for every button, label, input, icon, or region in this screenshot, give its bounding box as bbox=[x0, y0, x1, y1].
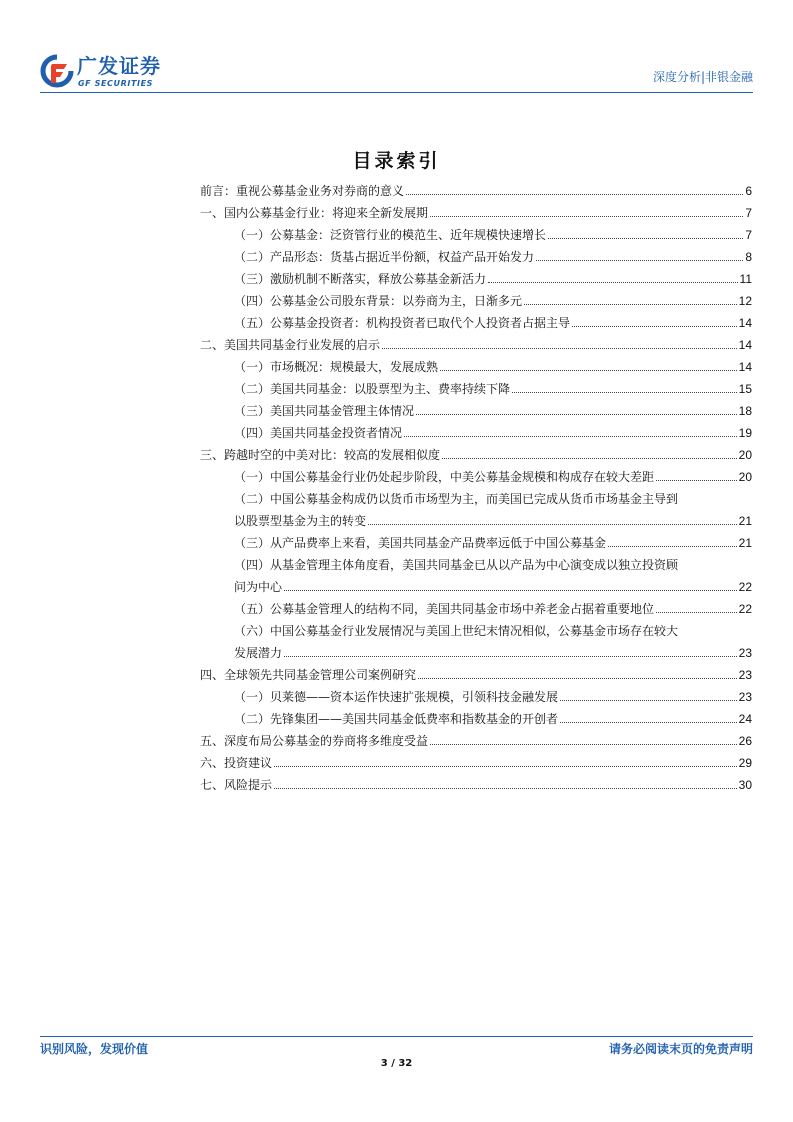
toc-entry-text-continued: 以股票型基金为主的转变 bbox=[234, 514, 367, 528]
toc-dot-leader bbox=[656, 612, 737, 613]
toc-page-number: 6 bbox=[745, 184, 752, 198]
toc-entry[interactable] bbox=[200, 708, 752, 730]
toc-entry[interactable] bbox=[200, 774, 752, 796]
toc-entry[interactable] bbox=[200, 290, 752, 312]
toc-entry[interactable] bbox=[200, 686, 752, 708]
logo-english-name: GF SECURITIES bbox=[78, 79, 154, 88]
toc-entry-text: 三、跨越时空的中美对比：较高的发展相似度 bbox=[200, 448, 441, 462]
toc-entry-text: （一）公募基金：泛资管行业的模范生、近年规模快速增长 bbox=[234, 228, 547, 242]
toc-entry-text: （六）中国公募基金行业发展情况与美国上世纪末情况相似，公募基金市场存在较大 bbox=[234, 624, 679, 638]
toc-entry-text: （一）市场概况：规模最大，发展成熟 bbox=[234, 360, 439, 374]
toc-page-number: 23 bbox=[738, 646, 752, 660]
toc-entry-text: （三）从产品费率上来看，美国共同基金产品费率远低于中国公募基金 bbox=[234, 536, 607, 550]
toc-dot-leader bbox=[284, 656, 737, 657]
page-number: 3 / 32 bbox=[380, 1058, 413, 1069]
toc-entry-text: 六、投资建议 bbox=[200, 756, 273, 770]
toc-dot-leader bbox=[548, 238, 743, 239]
toc-entry[interactable] bbox=[200, 422, 752, 444]
toc-dot-leader bbox=[274, 788, 737, 789]
toc-page-number: 21 bbox=[738, 536, 752, 550]
footer-slogan: 识别风险，发现价值 bbox=[40, 1042, 149, 1056]
toc-dot-leader bbox=[284, 590, 737, 591]
toc-dot-leader bbox=[430, 216, 743, 217]
toc-page-number: 14 bbox=[738, 360, 752, 374]
toc-entry[interactable] bbox=[200, 444, 752, 466]
toc-entry-text: 一、国内公募基金行业：将迎来全新发展期 bbox=[200, 206, 429, 220]
toc-entry[interactable] bbox=[200, 356, 752, 378]
toc-entry-text: （三）激励机制不断落实，释放公募基金新活力 bbox=[234, 272, 487, 286]
footer-disclaimer: 请务必阅读末页的免责声明 bbox=[608, 1042, 753, 1056]
toc-dot-leader bbox=[274, 766, 737, 767]
toc-page-number: 18 bbox=[738, 404, 752, 418]
toc-page-number: 7 bbox=[745, 228, 752, 242]
toc-page-number: 19 bbox=[738, 426, 752, 440]
toc-entry-text: （一）中国公募基金行业仍处起步阶段，中美公募基金规模和构成存在较大差距 bbox=[234, 470, 655, 484]
toc-entry[interactable] bbox=[200, 532, 752, 554]
toc-page-number: 12 bbox=[738, 294, 752, 308]
toc-entry[interactable] bbox=[200, 620, 752, 664]
toc-entry[interactable] bbox=[200, 664, 752, 686]
toc-entry[interactable] bbox=[200, 400, 752, 422]
toc-entry-text: （二）中国公募基金构成仍以货币市场型为主，而美国已完成从货币市场基金主导到 bbox=[234, 492, 679, 506]
toc-page-number: 22 bbox=[738, 602, 752, 616]
toc-dot-leader bbox=[430, 744, 737, 745]
toc-page-number: 11 bbox=[739, 272, 752, 286]
toc-entry-text: 前言：重视公募基金业务对券商的意义 bbox=[200, 184, 405, 198]
header-divider bbox=[40, 92, 753, 93]
toc-dot-leader bbox=[524, 304, 737, 305]
toc-entry-text: （五）公募基金管理人的结构不同，美国共同基金市场中养老金占据着重要地位 bbox=[234, 602, 655, 616]
toc-entry-text: （二）先锋集团——美国共同基金低费率和指数基金的开创者 bbox=[234, 712, 559, 726]
toc-entry-text: 二、美国共同基金行业发展的启示 bbox=[200, 338, 381, 352]
toc-page-number: 14 bbox=[738, 316, 752, 330]
toc-entry-text: （四）从基金管理主体角度看，美国共同基金已从以产品为中心演变成以独立投资顾 bbox=[234, 558, 679, 572]
toc-entry[interactable] bbox=[200, 202, 752, 224]
toc-page-number: 20 bbox=[738, 448, 752, 462]
toc-page-number: 21 bbox=[738, 514, 752, 528]
toc-entry-text: （二）产品形态：货基占据近半份额，权益产品开始发力 bbox=[234, 250, 535, 264]
toc-page-number: 14 bbox=[738, 338, 752, 352]
toc-entry[interactable] bbox=[200, 378, 752, 400]
report-category: 深度分析|非银金融 bbox=[652, 70, 753, 84]
toc-page-number: 26 bbox=[738, 734, 752, 748]
toc-entry-text: 五、深度布局公募基金的券商将多维度受益 bbox=[200, 734, 429, 748]
toc-entry-text: （一）贝莱德——资本运作快速扩张规模，引领科技金融发展 bbox=[234, 690, 559, 704]
toc-page-number: 23 bbox=[738, 690, 752, 704]
toc-dot-leader bbox=[560, 722, 737, 723]
toc-entry-text: 七、风险提示 bbox=[200, 778, 273, 792]
toc-entry[interactable] bbox=[200, 334, 752, 356]
toc-dot-leader bbox=[512, 392, 737, 393]
toc-entry[interactable] bbox=[200, 224, 752, 246]
toc-entry-text-continued: 问为中心 bbox=[234, 580, 283, 594]
toc-entry[interactable] bbox=[200, 488, 752, 532]
toc-dot-leader bbox=[572, 326, 737, 327]
toc-page-number: 8 bbox=[745, 250, 752, 264]
toc-entry[interactable] bbox=[200, 554, 752, 598]
toc-page-number: 20 bbox=[738, 470, 752, 484]
toc-page-number: 7 bbox=[745, 206, 752, 220]
toc-dot-leader bbox=[368, 524, 737, 525]
toc-entry-text: （二）美国共同基金：以股票型为主、费率持续下降 bbox=[234, 382, 511, 396]
company-logo bbox=[40, 52, 190, 92]
toc-entry-text: （四）公募基金公司股东背景：以券商为主，日渐多元 bbox=[234, 294, 523, 308]
footer-divider bbox=[40, 1036, 753, 1037]
toc-dot-leader bbox=[560, 700, 737, 701]
toc-dot-leader bbox=[488, 282, 738, 283]
toc-title: 目录索引 bbox=[352, 150, 441, 172]
toc-dot-leader bbox=[440, 370, 737, 371]
gf-logo-icon bbox=[40, 54, 74, 88]
table-of-contents bbox=[200, 180, 752, 796]
toc-page-number: 24 bbox=[738, 712, 752, 726]
toc-dot-leader bbox=[404, 436, 737, 437]
toc-entry-text: （四）美国共同基金投资者情况 bbox=[234, 426, 403, 440]
toc-entry[interactable] bbox=[200, 268, 752, 290]
toc-entry[interactable] bbox=[200, 246, 752, 268]
toc-page-number: 15 bbox=[738, 382, 752, 396]
toc-entry[interactable] bbox=[200, 466, 752, 488]
toc-dot-leader bbox=[406, 194, 743, 195]
page-header bbox=[40, 52, 753, 94]
toc-entry[interactable] bbox=[200, 730, 752, 752]
toc-dot-leader bbox=[442, 458, 737, 459]
toc-entry[interactable] bbox=[200, 752, 752, 774]
toc-page-number: 29 bbox=[738, 756, 752, 770]
toc-page-number: 30 bbox=[738, 778, 752, 792]
toc-dot-leader bbox=[608, 546, 737, 547]
toc-dot-leader bbox=[536, 260, 743, 261]
logo-chinese-name: 广发证券 bbox=[77, 54, 161, 78]
toc-entry[interactable] bbox=[200, 598, 752, 620]
toc-entry[interactable] bbox=[200, 180, 752, 202]
toc-dot-leader bbox=[416, 414, 737, 415]
toc-dot-leader bbox=[418, 678, 737, 679]
toc-page-number: 23 bbox=[738, 668, 752, 682]
toc-entry-text: （五）公募基金投资者：机构投资者已取代个人投资者占据主导 bbox=[234, 316, 571, 330]
toc-dot-leader bbox=[656, 480, 737, 481]
toc-entry-text: 四、全球领先共同基金管理公司案例研究 bbox=[200, 668, 417, 682]
toc-page-number: 22 bbox=[738, 580, 752, 594]
toc-entry-text-continued: 发展潜力 bbox=[234, 646, 283, 660]
toc-entry[interactable] bbox=[200, 312, 752, 334]
toc-entry-text: （三）美国共同基金管理主体情况 bbox=[234, 404, 415, 418]
toc-dot-leader bbox=[382, 348, 737, 349]
